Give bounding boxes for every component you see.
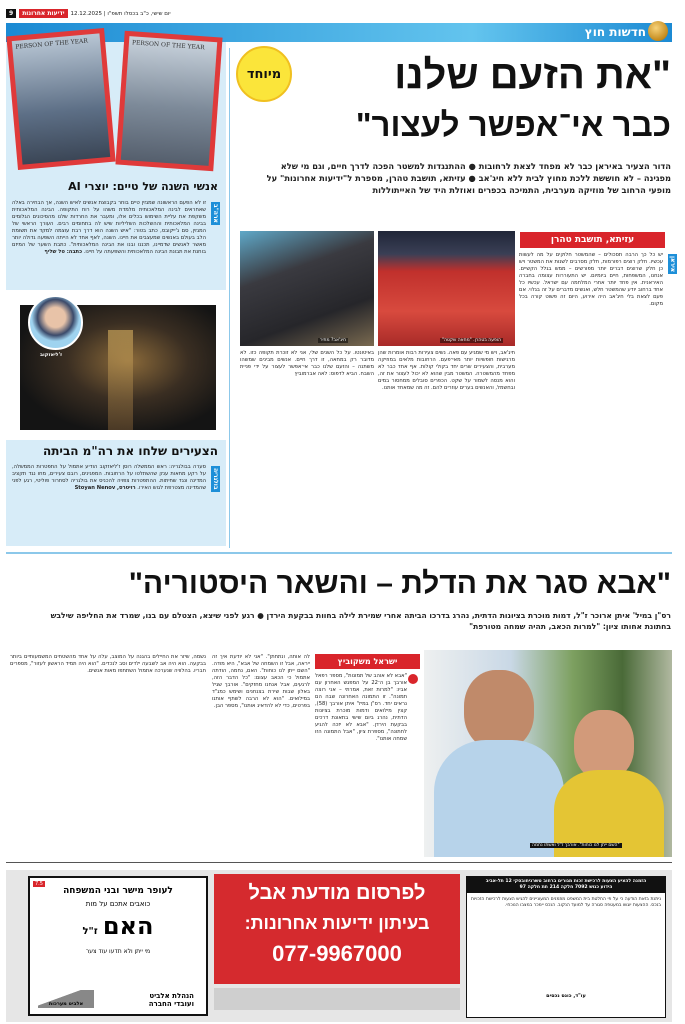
second-photo-caption: "השם ייתן לנו כוחות". אורבך ז"ל ואשתו נחמה <box>532 843 620 848</box>
bulgaria-headline: הצעירים שלחו את רה"מ הביתה <box>42 444 218 458</box>
signers: הנהלת אלביט <box>149 992 194 1000</box>
gray-ad-strip <box>214 988 460 1010</box>
cover-title: PERSON OF THE YEAR <box>121 36 217 166</box>
notice-line: לעופר מישר ובני המשפחה <box>63 886 173 896</box>
legal-notice-ad <box>466 876 666 1018</box>
main-deck: הדור הצעיר באיראן כבר לא מפחד לצאת לרחובות ● ההתנגדות למשטר הפכה לדרך חיים, וגם מי שלא מפגינה – לא חוששת ללכת מחוץ לבית ללא חיג'אב ● עזיתא, תושבת טהרן, מספרת ל"ידיעות אחרונות" על מופעי הרחוב של מוזיקה מערבית, התמיכה בכפרים ואוזלת היד של האייתוללות <box>266 161 671 195</box>
bulgaria-body <box>12 464 206 544</box>
photo-caption-left: חיג'אב? מתיר <box>320 338 347 343</box>
story-divider <box>6 552 672 554</box>
name-suffix: ז"ל <box>82 926 98 937</box>
body-text: זו לא הפעם הראשונה שמגזין טיים בוחר בקבוצת אנשים לאיש השנה, אך הבחירה באלה שאחראים לבינה המלאכותית מלמדת משהו על רוח התקופה. הבינה המלאכותית משקפת את עליית השימוש בכלים אלו, ומעבר את החרדות שלנו מהסיכונים הגלומים בבינה המלאכותית וההשלכות השליליות שיש לה בתחומים רבים. העורך הראשי של המגזין, סם ג'ייקובס, כתב בטור: "איש השנה הוא דרך רבת עוצמה למקד את תשומת הלב בעולם באנשים שמעצבים את חיינו. השנה, לאף אחד לא הייתה השפעה גדולה יותר מאשר לאנשים שדמיינו, תכננו ובנו את הבינה המלאכותית". כתבת השער של המיזם בוחנת את תבונת הבינה המלאכותית והשפעתה על חיינו. <box>12 200 206 255</box>
main-col-3: באיטונטו. על כל השנים שלי, אני לא זוכרת תקופה כזו. לא מדובר רק במחאה, זו דרך חיים. אנשים מבינים שמשהו משתנה – והזעם שלנו כבר אי־אפשר לעצור על ידי פניית השבח. הביא לדפוס: לאה אברמוביץ <box>240 350 374 377</box>
obituary-ad[interactable] <box>214 874 460 984</box>
section-title: חדשות חוץ <box>584 25 646 39</box>
second-deck: רס"ן במיל' איתן ארוכר ז"ל, דמות מוכרת בציונות הדתית, נהרג בדרכו הביתה אחרי שמירת לילה בחוות בבקעת הירדן ● רגע לפני שיצא, הצטלם עם בנו, שמרד את החליפה שילבש בחתונת אחותו ציון: "למרות הכאב, תהיה שמחה מטורפת" <box>50 611 671 631</box>
main-col-2: חיג'אב, ויש מי שמגיע עם פאה. נשים צעירות רבות אומרות שהן מרגישות חופשיות יותר מאי־פעם. הרחובות מלאים במוזיקה מערבית, והצעירים שרים יחד בקולי קולות. אף אחד כבר לא מפחד מהמשטרה. המשטר מבין שהוא לא יכול לעצור את זה, והוא מנסה לשמור על שקט. הכפרים סובלים ממחסור במים ובחשמל, והאנשים בערים עוזרים להם. זה מה שמאחד אותנו. <box>378 350 515 391</box>
main-headline <box>293 50 671 150</box>
country-tag: ארה"ב <box>212 204 219 223</box>
street-concert-photo <box>240 231 374 346</box>
portrait-caption: ז'ליאזקוב <box>40 352 63 358</box>
notice-signature: עו"ד, כונס נכסים <box>546 993 586 999</box>
pm-portrait <box>28 295 83 350</box>
paper-name: ידיעות אחרונות <box>19 9 67 18</box>
time-headline: אנשי השנה של טיים: יוצרי AI <box>68 180 218 193</box>
issue-date: יום שישי, כ"ב בכסלו תשפ"ו | 12.12.2025 <box>70 10 171 17</box>
second-col-right: "אבא לא אוהב של תמונות", מספר רפאל אורבך בן ה־22 על המפגש האחרון עם אביו: "למרות זאת, אמרתי – אני רוצה תמונה". זו התמונה האחרונה שבה הם נראים יחד. רס"ן במיל' איתן אורבך (58), קצין מילואים ודמות מוכרת בציונות הדתית, נהרג ביום שישי בתאונת דרכים בבקעת הירדן. "אבא לא יזכה להגיע לחתונה", מספרת ציון, "אבל התמונה הזו שמחה אותנו". <box>315 673 407 742</box>
arrow-icon <box>408 674 418 684</box>
company-logo: אלביט מערכות <box>38 990 94 1008</box>
cover-title: PERSON OF THE YEAR <box>12 33 110 164</box>
notice-body: ניתנת בזאת הודעה כי על פי החלטת בית המשפט מוזמנים המעוניינים להגיש הצעות לרכישת הזכויות בנכס. ההצעות יוגשו במעטפה סגורה עד למועד הנקוב. הנכס יימכר במצבו הנוכחי. <box>471 897 661 908</box>
father-son-photo <box>424 650 672 857</box>
country-tag: איראן <box>669 256 676 273</box>
ads-divider <box>6 862 672 863</box>
author-tag: ישראל משקוביץ <box>315 654 420 669</box>
second-col-mid: לה אותה, ונתחתן". "אני לא יודעת איך זה ייראה, אבל זו השמחה של אבא", היא מודה. "השם ייתן לנו כוחות". האם, נחמה, הודתה אתמול כי הכאב עצום: "כל הדבר הזה, לרגעים, אבל אנחנו מחזקים". אורבך שגיל באלון שבות שירת בצנחנים ושימש כמג"ד במילואים. "הוא לא הרבה לשתף אותנו בפרטים, כדי לא להדאיג אותנו", מספר הבן. <box>212 654 310 709</box>
photo-caption-right: הופעה בטהרן. "מחאה שקטה" <box>442 338 502 343</box>
badge: 7.5 <box>35 881 43 887</box>
ad-line-2: בעיתון ידיעות אחרונות: <box>244 913 430 933</box>
special-stamp <box>236 46 292 102</box>
headline-line-2: כבר אי־אפשר לעצור" <box>355 106 671 143</box>
second-col-left: נשמה, שיזר את החיילים בהגנה על המוצב, עלה על אחד מהשטחים המשמעותיים ביותר בבקעה. הוא היה אב לשבעה ילדים וסב לנכדים. "הוא היה תמיד הראשון לעזור", מספרים חבריו. בהלוויה שנערכה אתמול השתתפו מאות אנשים. <box>10 654 206 674</box>
crowd-photo <box>378 231 515 346</box>
deceased-name: האם <box>102 912 154 940</box>
credit: כתבה: טל שליף <box>44 249 83 255</box>
section-header <box>6 23 672 42</box>
author-tag: עזיתא, תושבת טהרן <box>520 232 665 248</box>
column-divider <box>229 48 230 548</box>
notice-line: כואבים אתכם על מות <box>85 900 151 908</box>
globe-icon <box>648 21 668 41</box>
page-number: 9 <box>6 9 16 18</box>
notice-line: מי ייתן ולא תדעו עוד צער <box>85 948 151 955</box>
time-cover-right <box>115 31 222 172</box>
credit: רויטרס, Stoyan Nenov <box>74 485 136 491</box>
stamp-text: מיוחד <box>246 66 282 82</box>
body-text: סערה בבולגריה: ראש הממשלה רוסן ז'ליאזקוב הודיע אתמול על התפטרות הממשלה, על רקע מחאות ענק שהשתלטו על הרחובות. המפגינים, רובם צעירים, מחו נגד תקציב המדינה ונגד שחיתות. ההתפטרות צפויה להכניס את בולגריה לסחרור פוליטי, רגע לפני שהמדינה מצטרפת לגוש האירו. <box>12 464 206 491</box>
time-cover-left <box>6 28 115 170</box>
notice-subtitle: הידוע כגוש 7092 חלקה 214 תת חלקה 97 <box>519 885 613 890</box>
bulgaria-box <box>6 440 226 546</box>
main-col-1: יש כל כך הרבה תסכולים – שהמשטר חלוקים על מה לעשות עכשיו. חלק רוצים רפורמות, חלק מסרבים לשנות את המשטר ויש כן חלק שרוצים דברים יותר מפורשים – ממש בגלל הקשיים. אנחנו, המשפחות, חיים ביומיום. יש התעוררות עצומה בחברה האיראנית. אין פחד יותר אחרי המלחמה עם ישראל. עכשיו כל אחד ברחוב יודע שהמשטר חלש, ואנשים מדברים על זה בגלוי. אם פעם לצאת בלי חיג'אב היה אירוע, היום זה פשוט קורה בכל מקום. <box>519 252 663 307</box>
second-headline: "אבא סגר את הדלת – והשאר היסטוריה" <box>128 567 671 600</box>
ad-phone[interactable]: 077-9967000 <box>272 941 402 966</box>
ad-line-1: לפרסום מודעת אבל <box>248 882 426 904</box>
time-body <box>12 200 206 286</box>
headline-line-1: "את הזעם שלנו <box>394 53 671 97</box>
masthead <box>6 9 171 18</box>
country-tag: בולגריה <box>212 468 219 490</box>
notice-title: הזמנה להציע הצעות לרכישת זכות מגורים ברחוב טשרניחובסקי 12 תל-אביב <box>485 879 647 884</box>
time-box <box>6 37 226 290</box>
signers: ועובדי החברה <box>148 1000 194 1008</box>
death-notice-ad <box>28 876 208 1016</box>
